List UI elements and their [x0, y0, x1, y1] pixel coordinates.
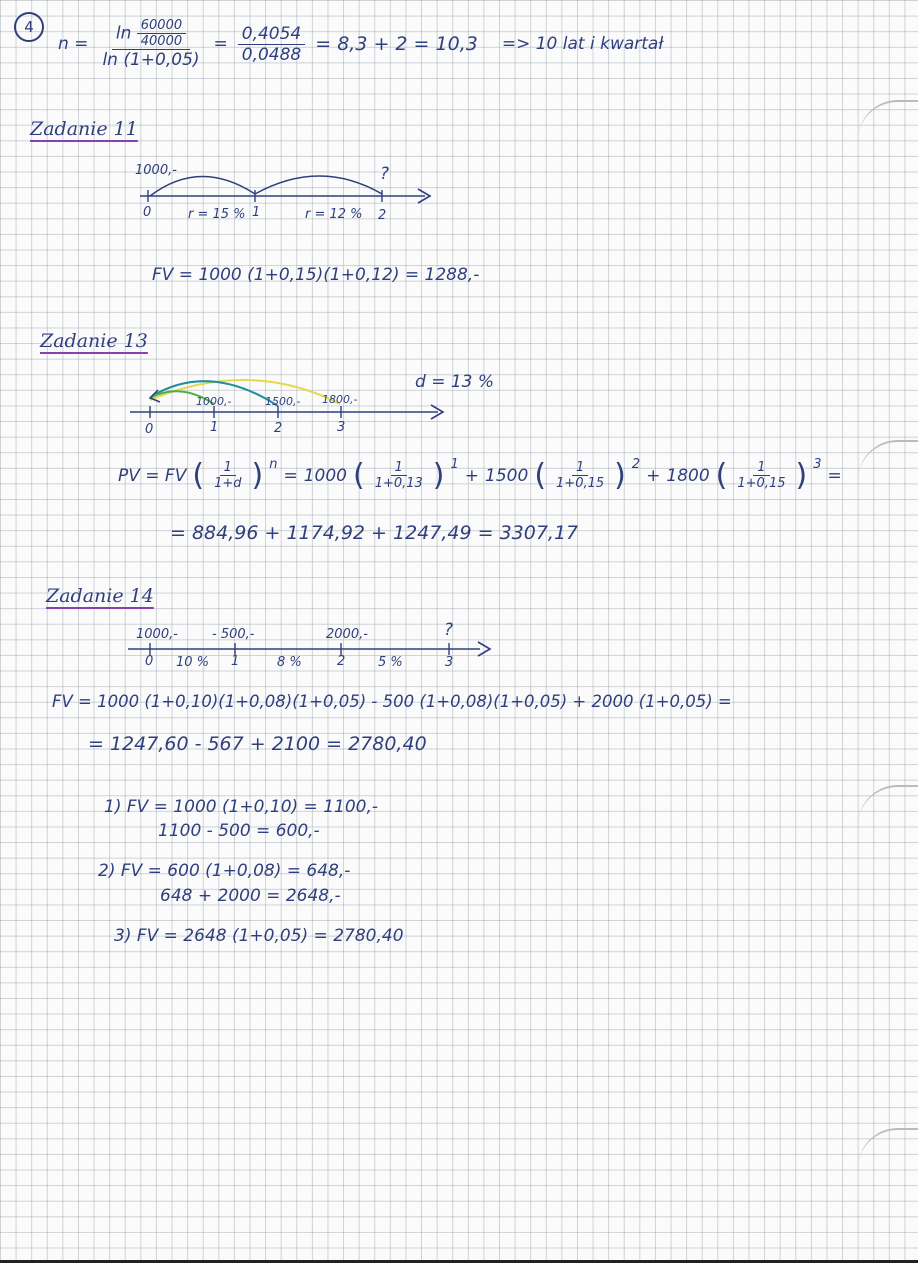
- z14-unknown: ?: [444, 620, 454, 640]
- z11-r2: r = 12 %: [305, 207, 363, 222]
- z13-pv-lhs: PV = FV: [118, 465, 187, 486]
- z13-frac-1: [371, 460, 427, 491]
- binder-hole: [858, 440, 918, 482]
- ln-inner-top: 60000: [137, 18, 186, 34]
- z13-exp-3: 3: [813, 457, 822, 472]
- z13-c1500: 1500: [485, 465, 529, 486]
- z13-plus-1: +: [464, 465, 480, 486]
- timeline-11-arc-2: [255, 176, 382, 194]
- ln-inner-fraction: [137, 18, 186, 49]
- z14-amount-3: 2000,-: [326, 627, 368, 642]
- z13-amount-1: 1000,-: [196, 395, 232, 408]
- binder-hole: [858, 1128, 918, 1170]
- z13-c1800: 1800: [666, 465, 710, 486]
- z14-step-3: 3) FV = 2648 (1+0,05) = 2780,40: [114, 926, 404, 946]
- heading-zadanie-13: Zadanie 13: [40, 330, 148, 352]
- ln-inner-bottom: 40000: [140, 34, 183, 49]
- z13-exp-2: 2: [631, 457, 641, 472]
- z14-formula: FV = 1000 (1+0,10)(1+0,08)(1+0,05) - 500 (1+0,08)(1+0,05) + 2000 (1+0,05) =: [52, 692, 732, 711]
- z13-t2: 2: [274, 421, 283, 436]
- n-equals: n =: [58, 34, 89, 54]
- top-equation: [58, 18, 663, 70]
- z13-trail: =: [827, 465, 842, 486]
- top-result: = 8,3 + 2 = 10,3: [315, 33, 478, 55]
- z14-result: = 1247,60 - 567 + 2100 = 2780,40: [88, 733, 427, 755]
- ln-label: ln: [115, 23, 132, 44]
- z14-amount-1: 1000,-: [136, 627, 178, 642]
- timeline-13: [0, 360, 918, 440]
- page-number: [14, 12, 44, 42]
- z13-frac-2-den: 1+0,15: [556, 476, 605, 491]
- decimal-denominator: 0,0488: [241, 44, 302, 65]
- z13-t1: 1: [210, 420, 219, 435]
- z14-t0: 0: [145, 654, 154, 669]
- z14-step-2b: 648 + 2000 = 2648,-: [160, 886, 341, 906]
- z11-formula: FV = 1000 (1+0,15)(1+0,12) = 1288,-: [152, 265, 480, 285]
- ln-numerator: [112, 18, 190, 50]
- z11-t0: 0: [143, 205, 152, 220]
- z13-frac-1-num: 1: [391, 460, 407, 476]
- z13-pv-equation: PV = FV ( $\frac{1}{1+d}$ ) $^n$ = 1000 ( $\frac{1}{1+0,13}$ ) $^1$ + 1500 ( $\frac{1}{1+0,15}$ ) $^2$ + 1800 ( $\frac{1}{1+0,15}$ ) $^3$ =: [118, 457, 842, 493]
- ln-fraction: [98, 18, 203, 70]
- z14-r3: 5 %: [378, 655, 403, 670]
- z13-exp-1: 1: [450, 457, 459, 472]
- z13-frac-base-num: 1: [220, 460, 236, 476]
- z13-eq: =: [283, 465, 298, 486]
- z11-t1: 1: [252, 205, 261, 220]
- z13-result: = 884,96 + 1174,92 + 1247,49 = 3307,17: [170, 522, 579, 544]
- binder-hole: [858, 100, 918, 142]
- z14-t3: 3: [445, 655, 454, 670]
- z11-t2: 2: [378, 208, 387, 223]
- binder-hole: [858, 785, 918, 827]
- z14-step-1a: 1) FV = 1000 (1+0,10) = 1100,-: [104, 797, 379, 817]
- equals-sign: =: [213, 34, 228, 54]
- z14-r2: 8 %: [277, 655, 302, 670]
- z13-frac-3: [733, 460, 789, 491]
- decimal-numerator: 0,4054: [238, 24, 305, 45]
- decimal-fraction: [238, 24, 305, 65]
- z13-exp-n: n: [269, 457, 278, 472]
- z14-step-2a: 2) FV = 600 (1+0,08) = 648,-: [98, 861, 351, 881]
- z13-frac-2-num: 1: [572, 460, 588, 476]
- ln-denominator: ln (1+0,05): [102, 50, 200, 70]
- z13-frac-2: [552, 460, 608, 491]
- z13-frac-base-den: 1+d: [214, 476, 242, 491]
- z13-t0: 0: [145, 422, 154, 437]
- z13-plus-2: +: [646, 465, 661, 486]
- z13-frac-3-den: 1+0,15: [737, 476, 786, 491]
- page-number-text: 4: [24, 18, 34, 36]
- heading-zadanie-11: Zadanie 11: [30, 118, 138, 140]
- heading-zadanie-14: Zadanie 14: [46, 585, 154, 607]
- z14-t2: 2: [337, 654, 346, 669]
- z13-c1000: 1000: [303, 465, 347, 486]
- z13-frac-1-den: 1+0,13: [374, 476, 423, 491]
- z14-amount-2: - 500,-: [212, 627, 255, 642]
- z14-t1: 1: [231, 654, 240, 669]
- z11-amount: 1000,-: [135, 163, 177, 178]
- z13-t3: 3: [337, 420, 346, 435]
- z13-amount-2: 1500,-: [265, 395, 301, 408]
- timeline-11-arc-1: [150, 176, 255, 196]
- z11-r1: r = 15 %: [188, 207, 246, 222]
- top-conclusion: => 10 lat i kwartał: [501, 34, 664, 54]
- z13-frac-base: [210, 460, 245, 491]
- z11-unknown: ?: [380, 164, 390, 184]
- z13-discount-rate: d = 13 %: [415, 372, 495, 392]
- z13-frac-3-num: 1: [753, 460, 769, 476]
- z13-amount-3: 1800,-: [322, 393, 358, 406]
- z14-r1: 10 %: [176, 655, 210, 670]
- z14-step-1b: 1100 - 500 = 600,-: [158, 821, 320, 841]
